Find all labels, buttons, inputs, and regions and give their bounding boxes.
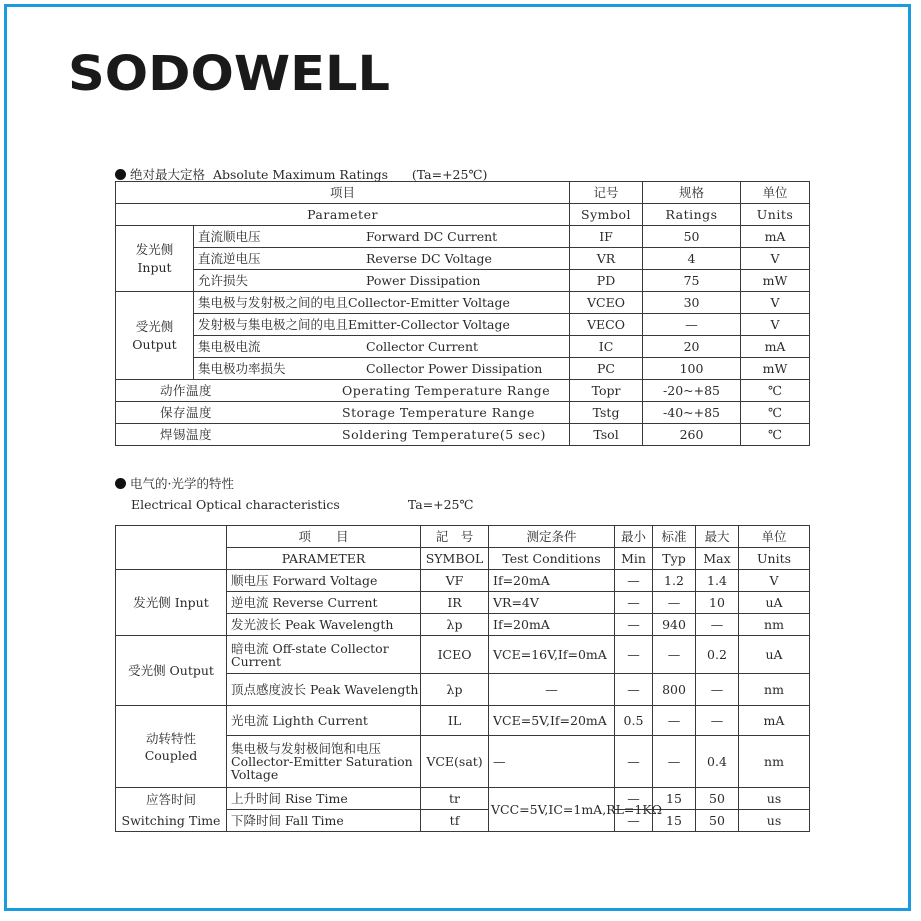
param-cn: 动作温度 [160,383,213,398]
min-cell: — [615,636,653,674]
header-ratings-cn: 规格 [643,182,741,204]
symbol-cell: IR [421,592,489,614]
min-cell: — [615,736,653,788]
table-row [116,226,810,248]
min-cell: — [615,810,653,832]
min-cell: — [615,614,653,636]
param-en: Collector-Emitter Voltage [348,295,510,310]
typ-cell: 15 [653,788,696,810]
condition-cell: — [489,736,615,788]
param-cell [194,248,570,270]
param-cell [194,270,570,292]
header-units-en: Units [739,548,810,570]
param-en: Collector Current [366,339,479,354]
param-cn: 集电极功率损失 [198,361,286,376]
header-units-cn: 单位 [741,182,810,204]
electrical-optical-table [115,525,810,832]
param-cell: 发光波长 Peak Wavelength [227,614,421,636]
group-output-en: Output [132,337,177,352]
param-en: Collector Power Dissipation [366,361,543,376]
condition-cell: — [489,674,615,706]
max-cell: — [696,614,739,636]
min-cell: — [615,570,653,592]
unit-cell: mW [741,358,810,380]
symbol-cell: IL [421,706,489,736]
group-coupled [116,706,227,788]
header-item-en: PARAMETER [227,548,421,570]
header-typ-cn: 标准 [653,526,696,548]
condition-cell: VCE=16V,If=0mA [489,636,615,674]
unit-cell: mA [739,706,810,736]
unit-cell: mA [741,226,810,248]
param-cell [116,402,570,424]
table-row [116,270,810,292]
group-coupled-en: Coupled [144,747,198,763]
typ-cell: 15 [653,810,696,832]
header-symbol-en: Symbol [570,204,643,226]
table-row [116,788,810,810]
section2-title-cn: 电气的·光学的特性 [130,476,234,491]
rating-cell: 260 [643,424,741,446]
param-cell [194,292,570,314]
param-cell: 暗电流 Off-state Collector Current [227,636,421,674]
unit-cell: V [739,570,810,592]
group-switching-en: Switching Time [121,812,221,828]
rating-cell: 20 [643,336,741,358]
param-cell [116,424,570,446]
table-row [116,314,810,336]
group-switching [116,788,227,832]
param-cn: 焊锡温度 [160,427,213,442]
unit-cell: nm [739,614,810,636]
table-row [116,204,810,226]
header-max-en: Max [696,548,739,570]
symbol-cell: PC [570,358,643,380]
max-cell: 50 [696,810,739,832]
param-en: Power Dissipation [366,273,481,288]
rating-cell: 50 [643,226,741,248]
max-cell: 10 [696,592,739,614]
table-row [116,526,810,548]
header-ratings-en: Ratings [643,204,741,226]
symbol-cell: VR [570,248,643,270]
typ-cell: — [653,736,696,788]
header-item-cn: 项目 [116,182,570,204]
section1-title-en: Absolute Maximum Ratings [212,167,389,182]
symbol-cell: Topr [570,380,643,402]
symbol-cell: ICEO [421,636,489,674]
unit-cell: ℃ [741,424,810,446]
group-output: 受光侧 Output [116,636,227,706]
bullet-icon [115,169,126,180]
param-cn: 直流顺电压 [198,229,261,244]
table-row [116,402,810,424]
typ-cell: — [653,706,696,736]
condition-cell: VCE=5V,If=20mA [489,706,615,736]
group-input [116,226,194,292]
bullet-icon [115,478,126,489]
section2-subtitle [131,497,473,512]
typ-cell: 940 [653,614,696,636]
absolute-max-ratings-table [115,181,810,446]
header-item-en: Parameter [116,204,570,226]
symbol-cell: tr [421,788,489,810]
param-cn: 集电极与发射极之间的电且 [198,295,349,310]
param-cell [194,336,570,358]
param-cn: 允许损失 [198,273,249,288]
min-cell: 0.5 [615,706,653,736]
param-cell: 集电极与发射极间饱和电压 Collector-Emitter Saturation Voltage [227,736,421,788]
condition-cell: If=20mA [489,614,615,636]
max-cell: 0.4 [696,736,739,788]
table-row [116,636,810,674]
param-cell: 顶点感度波长 Peak Wavelength [227,674,421,706]
rating-cell: 30 [643,292,741,314]
symbol-cell: tf [421,810,489,832]
unit-cell: nm [739,736,810,788]
group-input: 发光侧 Input [116,570,227,636]
header-max-cn: 最大 [696,526,739,548]
param-cell: 光电流 Lighth Current [227,706,421,736]
unit-cell: mW [741,270,810,292]
rating-cell: — [643,314,741,336]
table-row [116,182,810,204]
section2-title-en: Electrical Optical characteristics [131,497,340,512]
section2-condition: Ta=+25℃ [407,497,474,512]
header-symbol-cn: 記 号 [421,526,489,548]
symbol-cell: PD [570,270,643,292]
group-input-cn: 发光侧 [135,242,174,257]
min-cell: — [615,592,653,614]
param-cn: 直流逆电压 [198,251,261,266]
table-row [116,248,810,270]
header-cond-cn: 测定条件 [489,526,615,548]
header-item-cn: 项 目 [227,526,421,548]
table-row [116,706,810,736]
unit-cell: mA [741,336,810,358]
unit-cell: nm [739,674,810,706]
symbol-cell: VF [421,570,489,592]
table-row [116,424,810,446]
param-en: Reverse DC Voltage [366,251,492,266]
table-row [116,336,810,358]
group-coupled-cn: 动转特性 [145,730,196,746]
group-output-cn: 受光侧 [135,319,174,334]
max-cell: — [696,674,739,706]
symbol-cell: λp [421,674,489,706]
symbol-cell: IF [570,226,643,248]
unit-cell: V [741,314,810,336]
param-en: Emitter-Collector Voltage [348,317,510,332]
symbol-cell: VCE(sat) [421,736,489,788]
param-cell [194,226,570,248]
typ-cell: 1.2 [653,570,696,592]
unit-cell: us [739,788,810,810]
unit-cell: us [739,810,810,832]
condition-cell: VR=4V [489,592,615,614]
group-switching-cn: 应答时间 [145,791,196,807]
param-cell [194,314,570,336]
param-cell: 逆电流 Reverse Current [227,592,421,614]
rating-cell: 4 [643,248,741,270]
group-input-en: Input [137,260,172,275]
param-cell: 顺电压 Forward Voltage [227,570,421,592]
header-units-en: Units [741,204,810,226]
symbol-cell: IC [570,336,643,358]
symbol-cell: VCEO [570,292,643,314]
unit-cell: ℃ [741,380,810,402]
group-output [116,292,194,380]
min-cell: — [615,788,653,810]
header-symbol-en: SYMBOL [421,548,489,570]
param-cn: 发射极与集电极之间的电且 [198,317,349,332]
header-min-cn: 最小 [615,526,653,548]
symbol-cell: Tstg [570,402,643,424]
param-en: Soldering Temperature(5 sec) [342,427,546,442]
header-blank [116,526,227,570]
param-cell [194,358,570,380]
typ-cell: 800 [653,674,696,706]
typ-cell: — [653,636,696,674]
section1-condition: (Ta=+25℃) [411,167,488,182]
min-cell: — [615,674,653,706]
symbol-cell: Tsol [570,424,643,446]
param-cell [116,380,570,402]
typ-cell: — [653,592,696,614]
rating-cell: 75 [643,270,741,292]
rating-cell: -40~+85 [643,402,741,424]
param-cn: 集电极电流 [198,339,261,354]
rating-cell: -20~+85 [643,380,741,402]
param-en: Storage Temperature Range [342,405,535,420]
unit-cell: V [741,248,810,270]
condition-cell: If=20mA [489,570,615,592]
table-row [116,380,810,402]
condition-cell: VCC=5V,IC=1mA,RL=1KΩ [489,788,615,832]
table-row [116,292,810,314]
header-min-en: Min [615,548,653,570]
param-cell: 下降时间 Fall Time [227,810,421,832]
table-row [116,358,810,380]
symbol-cell: λp [421,614,489,636]
max-cell: 50 [696,788,739,810]
symbol-cell: VECO [570,314,643,336]
unit-cell: uA [739,592,810,614]
brand-logo [68,46,398,102]
header-cond-en: Test Conditions [489,548,615,570]
unit-cell: V [741,292,810,314]
param-en: Forward DC Current [366,229,498,244]
max-cell: — [696,706,739,736]
param-cn: 保存温度 [160,405,213,420]
table-row [116,570,810,592]
header-units-cn: 单位 [739,526,810,548]
section1-title-cn: 绝对最大定格 [130,167,206,182]
section2-title [115,474,234,492]
unit-cell: ℃ [741,402,810,424]
header-symbol-cn: 记号 [570,182,643,204]
header-typ-en: Typ [653,548,696,570]
max-cell: 0.2 [696,636,739,674]
rating-cell: 100 [643,358,741,380]
param-en: Operating Temperature Range [342,383,551,398]
max-cell: 1.4 [696,570,739,592]
brand-logo-text: SODOWELL [68,46,391,102]
param-cell: 上升时间 Rise Time [227,788,421,810]
unit-cell: uA [739,636,810,674]
